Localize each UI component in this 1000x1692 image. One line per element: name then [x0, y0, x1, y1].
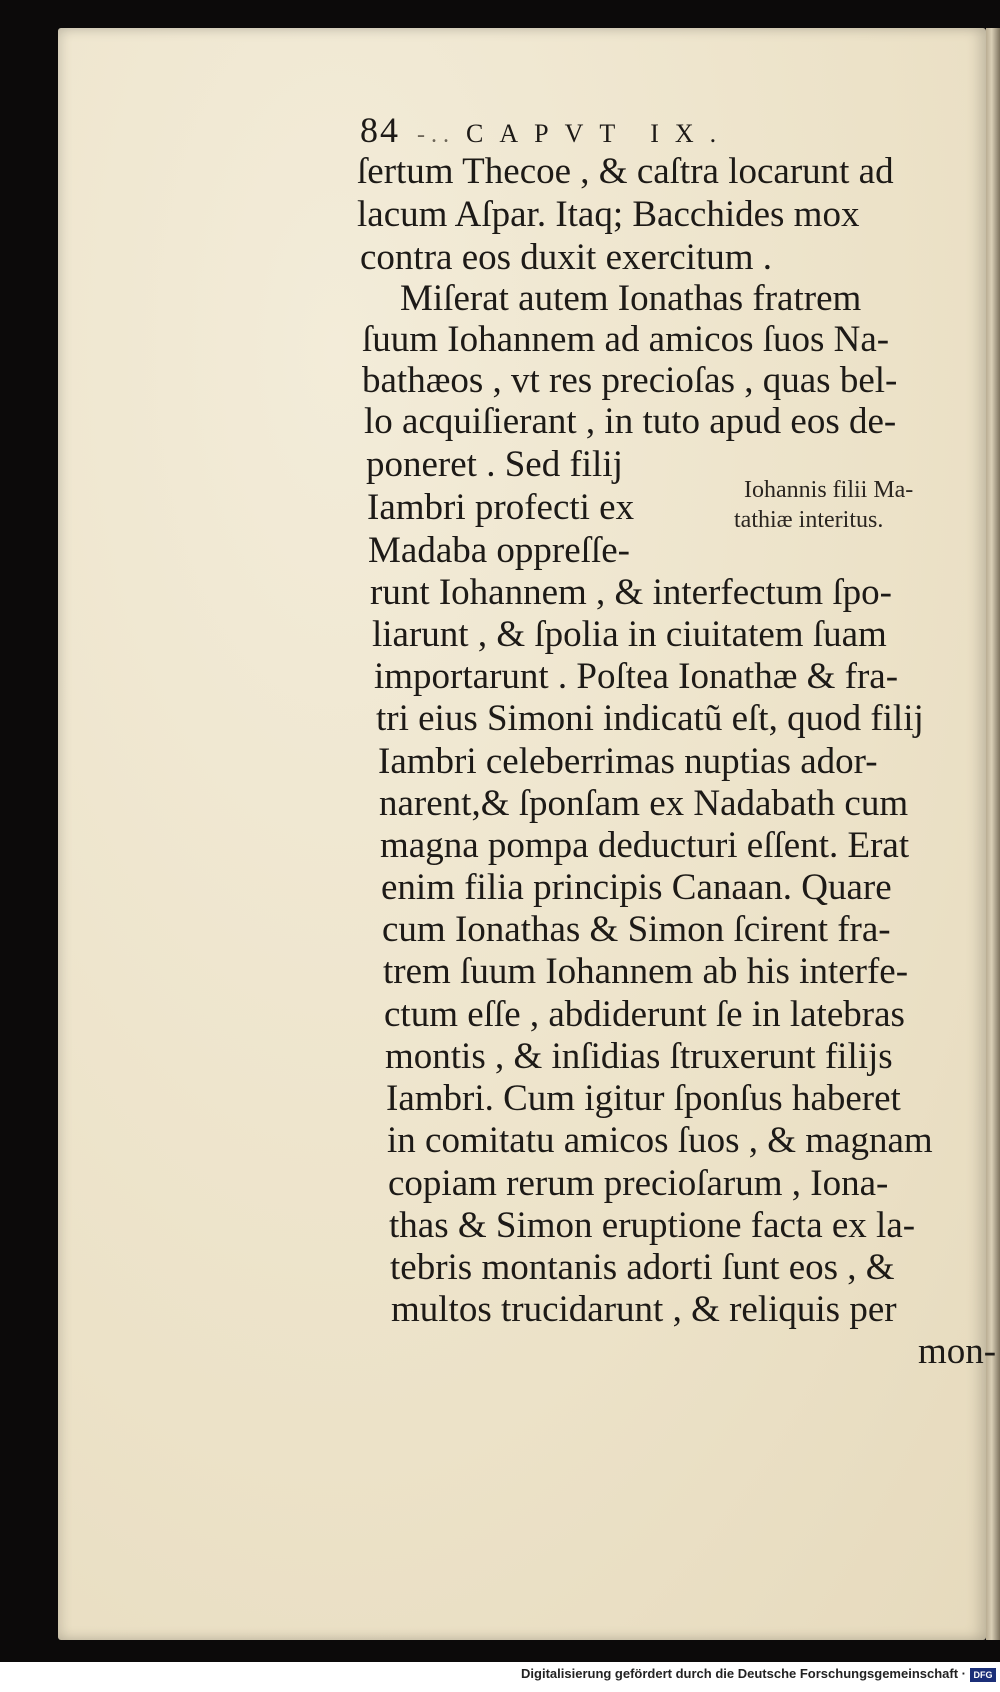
text-line: narent,& ſponſam ex Nadabath cum: [379, 783, 909, 824]
text-line: thas & Simon eruptione facta ex la-: [389, 1205, 916, 1246]
header-chapter: IX.: [650, 119, 733, 148]
text-line: poneret . Sed filij: [366, 444, 623, 485]
text-line: copiam rerum precioſarum , Iona-: [388, 1163, 889, 1204]
text-line: multos trucidarunt , & reliquis per: [391, 1289, 897, 1330]
footer-bar: [0, 1662, 1000, 1692]
page-number: 84: [360, 110, 400, 150]
text-line: magna pompa deducturi eſſent. Erat: [380, 825, 910, 866]
page-edge: [986, 28, 1000, 1640]
text-line: importarunt . Poſtea Ionathæ & fra-: [374, 656, 899, 697]
text-line: mon-: [918, 1331, 997, 1372]
footer-credit: Digitalisierung gefördert durch die Deutsche Forschungsgemeinschaft ·: [521, 1666, 966, 1681]
header-caput: CAPVT: [466, 119, 632, 148]
text-line: ctum eſſe , abdiderunt ſe in latebras: [384, 994, 905, 1035]
text-line: montis , & inſidias ſtruxerunt filijs: [385, 1036, 893, 1077]
text-line: tebris montanis adorti ſunt eos , &: [390, 1247, 895, 1288]
header-separator: - . .: [417, 122, 449, 148]
text-line: contra eos duxit exercitum .: [360, 237, 773, 278]
text-line: ſertum Thecoe , & caſtra locarunt ad: [357, 151, 894, 192]
text-line: runt Iohannem , & interfectum ſpo-: [370, 572, 892, 613]
text-line: Iambri celeberrimas nuptias ador-: [378, 741, 878, 782]
text-line: in comitatu amicos ſuos , & magnam: [387, 1120, 933, 1161]
text-line: lo acquiſierant , in tuto apud eos de-: [364, 401, 897, 442]
text-line: tri eius Simoni indicatũ eſt, quod filij: [376, 698, 924, 739]
text-line: ſuum Iohannem ad amicos ſuos Na-: [362, 319, 890, 360]
marginal-note-line: tathiæ interitus.: [734, 507, 884, 533]
text-line: Iambri. Cum igitur ſponſus haberet: [386, 1078, 901, 1119]
text-line: bathæos , vt res precioſas , quas bel-: [362, 360, 898, 401]
text-line: enim filia principis Canaan. Quare: [381, 867, 892, 908]
dfg-logo: DFG: [970, 1668, 996, 1682]
text-line: trem ſuum Iohannem ab his interfe-: [383, 951, 909, 992]
text-line: Miſerat autem Ionathas fratrem: [400, 278, 862, 319]
text-line: lacum Aſpar. Itaq; Bacchides mox: [357, 194, 860, 235]
text-line: liarunt , & ſpolia in ciuitatem ſuam: [372, 614, 887, 655]
marginal-note-line: Iohannis filii Ma-: [744, 477, 914, 503]
text-line: Iambri profecti ex: [367, 487, 635, 528]
text-line: cum Ionathas & Simon ſcirent fra-: [382, 909, 891, 950]
text-line: Madaba oppreſſe-: [368, 530, 630, 571]
